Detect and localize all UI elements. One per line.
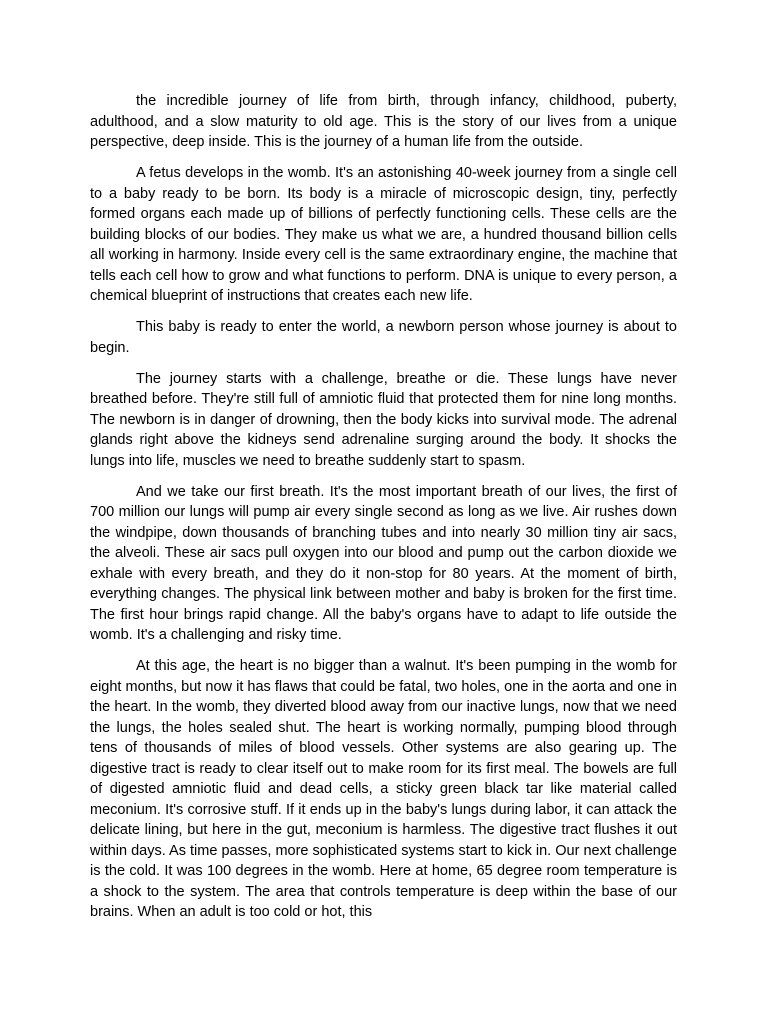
paragraph: This baby is ready to enter the world, a newborn person whose journey is about to begin. (90, 319, 677, 356)
document-page (90, 91, 677, 933)
paragraph: And we take our first breath. It's the most important breath of our lives, the first of 700 million our lungs will pump air every single second as long as we live. Air rushes down the windpipe, down thousands of branching tubes and into nearly 30 million tiny air sacs, the alveoli. These air sacs pull oxygen into our blood and pump out the carbon dioxide we exhale with every breath, and they do it non-stop for 80 years. At the moment of birth, everything changes. The physical link between mother and baby is broken for the first time. The first hour brings rapid change. All the baby's organs have to adapt to life outside the womb. It's a challenging and risky time. (90, 483, 677, 643)
paragraph: A fetus develops in the womb. It's an astonishing 40-week journey from a single cell to a baby ready to be born. Its body is a miracle of microscopic design, tiny, perfectly formed organs each made up of billions of perfectly functioning cells. These cells are the building blocks of our bodies. They make us what we are, a hundred thousand billion cells all working in harmony. Inside every cell is the same extraordinary engine, the machine that tells each cell how to grow and what functions to perform. DNA is unique to every person, a chemical blueprint of instructions that creates each new life. (90, 165, 677, 304)
paragraph: The journey starts with a challenge, breathe or die. These lungs have never breathed before. They're still full of amniotic fluid that protected them for nine long months. The newborn is in danger of drowning, then the body kicks into survival mode. The adrenal glands right above the kidneys send adrenaline surging around the body. It shocks the lungs into life, muscles we need to breathe suddenly start to spasm. (90, 370, 677, 469)
paragraph: the incredible journey of life from birth, through infancy, childhood, puberty, adulthood, and a slow maturity to old age. This is the story of our lives from a unique perspective, deep inside. This is the journey of a human life from the outside. (90, 93, 677, 150)
paragraph: At this age, the heart is no bigger than a walnut. It's been pumping in the womb for eight months, but now it has flaws that could be fatal, two holes, one in the aorta and one in the heart. In the womb, they diverted blood away from our inactive lungs, now that we need the lungs, the holes sealed shut. The heart is working normally, pumping blood through tens of thousands of miles of blood vessels. Other systems are also gearing up. The digestive tract is ready to clear itself out to make room for its first meal. The bowels are full of digested amniotic fluid and dead cells, a sticky green black tar like material called meconium. It's corrosive stuff. If it ends up in the baby's lungs during labor, it can attack the delicate lining, but here in the gut, meconium is harmless. The digestive tract flushes it out within days. As time passes, more sophisticated systems start to kick in. Our next challenge is the cold. It was 100 degrees in the womb. Here at home, 65 degree room temperature is a shock to the system. The area that controls temperature is deep within the base of our brains. When an adult is too cold or hot, this (90, 658, 677, 920)
